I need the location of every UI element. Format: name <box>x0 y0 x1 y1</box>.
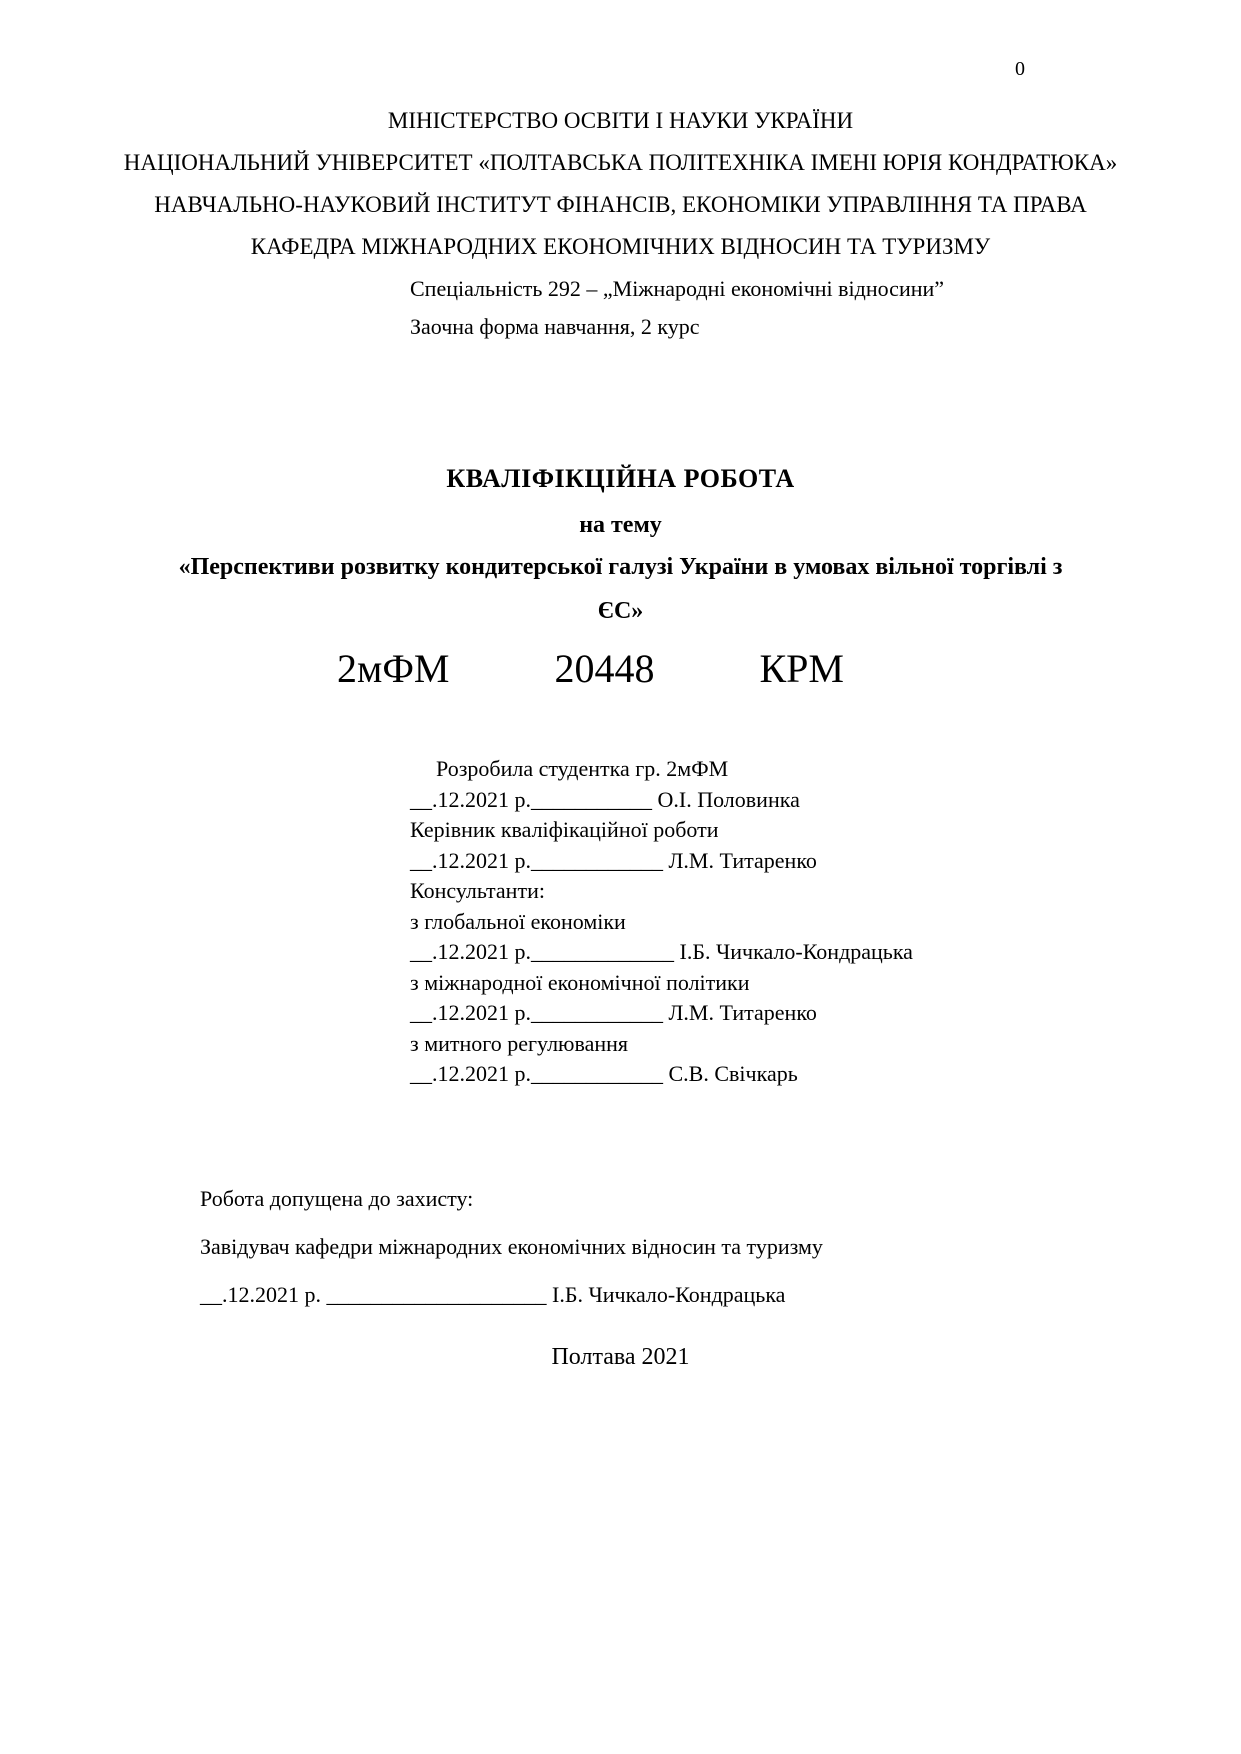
specialty-block <box>410 270 1241 346</box>
city-year: Полтава 2021 <box>551 1343 690 1370</box>
code-group: 2мФМ <box>337 646 450 691</box>
header-block <box>120 0 1121 268</box>
signature-line-customs-role: з митного регулювання <box>410 1030 629 1056</box>
title-block <box>0 464 1241 692</box>
code-number: 20448 <box>554 646 655 691</box>
signature-line-author-role: Розробила студентка гр. 2мФМ <box>436 756 729 781</box>
header-line-university: НАЦІОНАЛЬНИЙ УНІВЕРСИТЕТ «ПОЛТАВСЬКА ПОЛІТЕХНІКА ІМЕНІ ЮРІЯ КОНДРАТЮКА» <box>123 150 1118 175</box>
admission-block <box>200 1186 1241 1308</box>
signature-line-supervisor: __.12.2021 р.____________ Л.М. Титаренко <box>410 847 817 873</box>
signature-line-customs: __.12.2021 р.____________ С.В. Свічкарь <box>410 1061 798 1086</box>
signature-line-intl-policy-role: з міжнародної економічної політики <box>410 969 750 995</box>
topic-label: на тему <box>579 512 662 538</box>
admission-line-head-role: Завідувач кафедри міжнародних економічних відносин та туризму <box>200 1233 823 1259</box>
specialty-line: Спеціальність 292 – „Міжнародні економічні відносини” <box>410 276 945 301</box>
study-form-line: Заочна форма навчання, 2 курс <box>410 314 700 339</box>
page-number: 0 <box>1015 58 1025 80</box>
work-type-title: КВАЛІФІКЦІЙНА РОБОТА <box>446 464 795 493</box>
header-line-department: КАФЕДРА МІЖНАРОДНИХ ЕКОНОМІЧНИХ ВІДНОСИН ТА ТУРИЗМУ <box>250 234 991 259</box>
signature-line-consultants-label: Консультанти: <box>410 878 545 903</box>
header-line-ministry: МІНІСТЕРСТВО ОСВІТИ І НАУКИ УКРАЇНИ <box>387 108 854 133</box>
admission-line-head-signature: __.12.2021 р. ____________________ І.Б. Чичкало-Кондрацька <box>200 1281 786 1307</box>
admission-line-label: Робота допущена до захисту: <box>200 1185 474 1211</box>
signature-block <box>410 754 1241 1090</box>
signature-line-global-economy-role: з глобальної економіки <box>410 908 626 934</box>
signature-line-intl-policy: __.12.2021 р.____________ Л.М. Титаренко <box>410 1000 817 1025</box>
codes-row <box>0 645 1211 692</box>
code-work-kind: КРМ <box>759 646 844 691</box>
header-line-institute: НАВЧАЛЬНО-НАУКОВИЙ ІНСТИТУТ ФІНАНСІВ, ЕКОНОМІКИ УПРАВЛІННЯ ТА ПРАВА <box>154 192 1087 217</box>
topic-text: «Перспективи розвитку кондитерської галузі України в умовах вільної торгівлі з ЄС» <box>178 554 1063 624</box>
signature-line-supervisor-role: Керівник кваліфікаційної роботи <box>410 817 719 842</box>
signature-line-global-economy: __.12.2021 р._____________ І.Б. Чичкало-Кондрацька <box>410 939 913 964</box>
signature-line-author: __.12.2021 р.___________ О.І. Половинка <box>410 786 800 812</box>
